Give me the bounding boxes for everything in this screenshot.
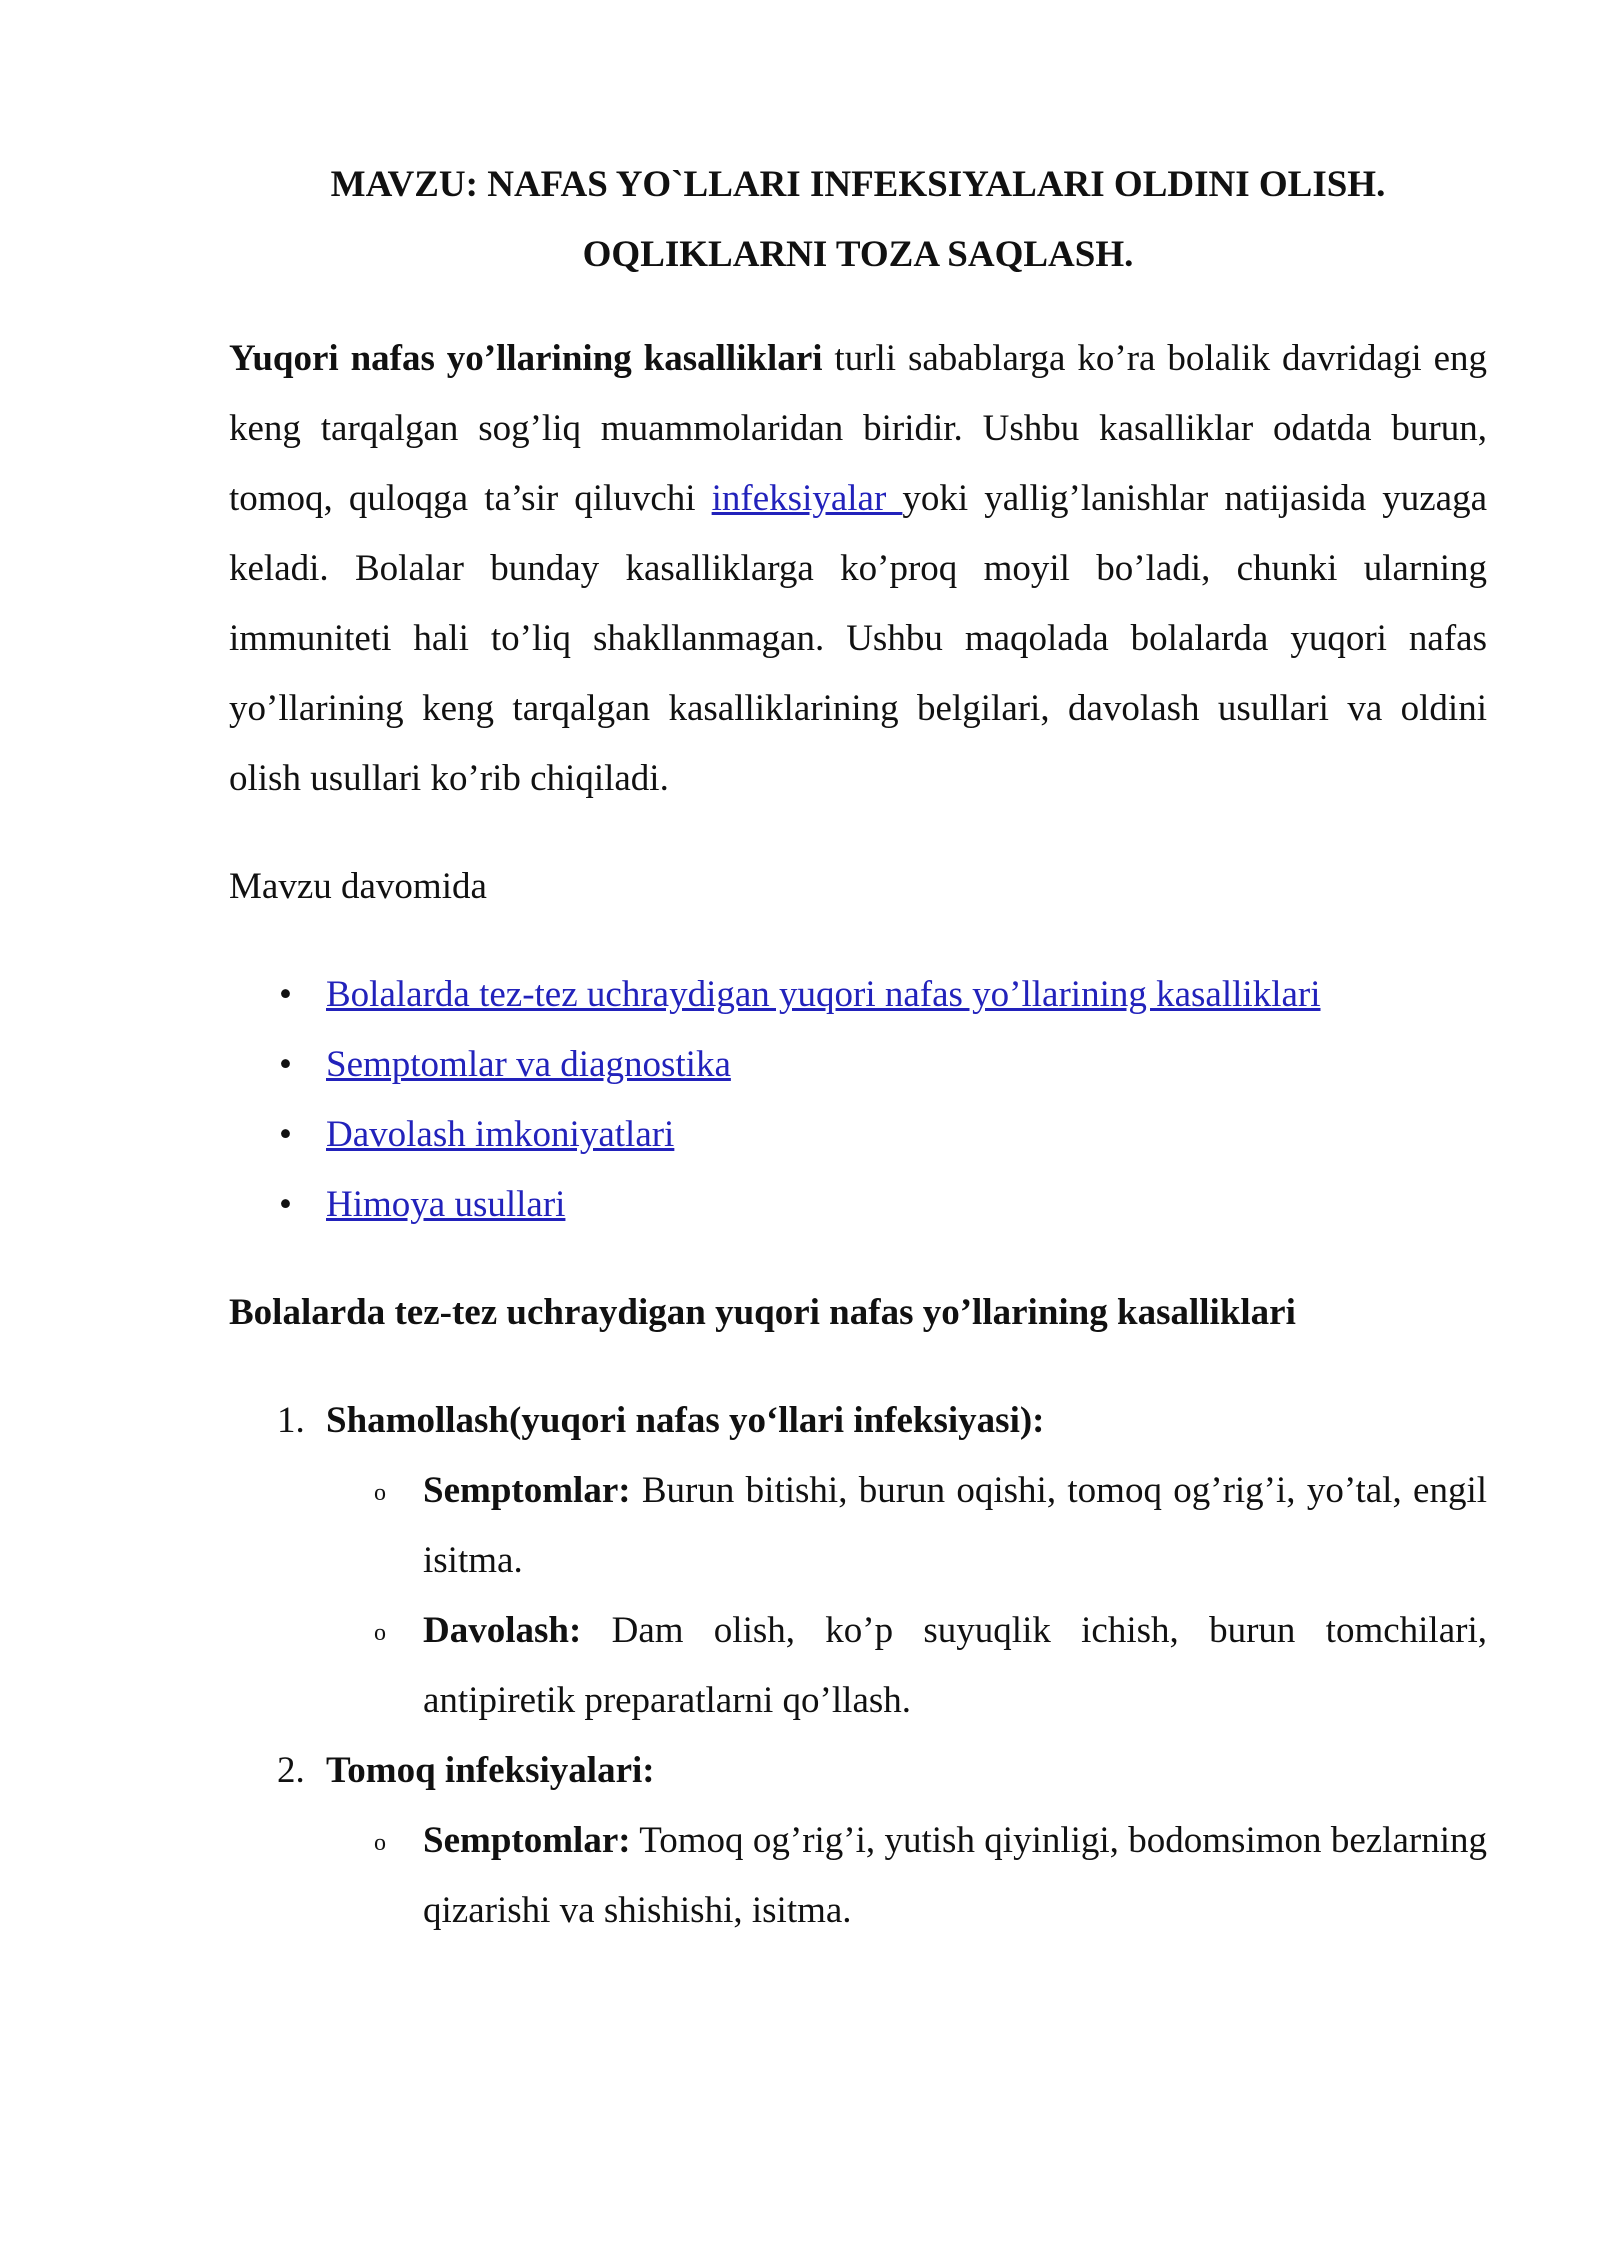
disease-item <box>229 1736 1487 1946</box>
detail-label: Davolash: <box>423 1610 582 1651</box>
intro-paragraph <box>229 324 1487 814</box>
infeksiyalar-link[interactable]: infeksiyalar <box>711 478 903 519</box>
disease-item <box>229 1386 1487 1736</box>
detail-item <box>326 1456 1487 1596</box>
bullet-icon: • <box>279 1044 292 1085</box>
bullet-icon: • <box>279 974 292 1015</box>
detail-label: Semptomlar: <box>423 1820 631 1861</box>
toc-item <box>229 1030 1487 1100</box>
section-heading: Bolalarda tez-tez uchraydigan yuqori nafas yo’llarining kasalliklari <box>229 1292 1296 1333</box>
toc-link-symptoms[interactable]: Semptomlar va diagnostika <box>326 1044 731 1085</box>
disease-title: Tomoq infeksiyalari: <box>326 1750 655 1791</box>
title-line-1: MAVZU: NAFAS YO`LLARI INFEKSIYALARI OLDINI OLISH. <box>330 164 1386 205</box>
intro-text-after-link: yoki yallig’lanishlar natijasida yuzaga keladi. Bolalar bunday kasalliklarga ko’proq moyil bo’ladi, chunki ularning immuniteti hali to’liq shakllanmagan. Ushbu maqolada bolalarda yuqori nafas yo’llarining keng tarqalgan kasalliklarining belgilari, davolash usullari va oldini olish usullari ko’rib chiqiladi. <box>229 478 1487 799</box>
detail-text: Burun bitishi, burun oqishi, tomoq og’rig’i, yo’tal, engil isitma. <box>423 1470 1487 1581</box>
detail-text: Dam olish, ko’p suyuqlik ichish, burun tomchilari, antipiretik preparatlarni qo’llash. <box>423 1610 1487 1721</box>
circle-bullet-icon: o <box>374 1830 386 1856</box>
diseases-list <box>229 1386 1487 1946</box>
document-title <box>229 150 1487 290</box>
bullet-icon: • <box>279 1184 292 1225</box>
table-of-contents <box>229 960 1487 1240</box>
toc-item <box>229 960 1487 1030</box>
intro-text-before-link: turli sabablarga ko’ra bolalik davridagi eng keng tarqalgan sog’liq muammolaridan biridir. Ushbu kasalliklar odatda burun, tomoq, quloqga ta’sir qiluvchi <box>229 338 1487 519</box>
toc-link-treatment[interactable]: Davolash imkoniyatlari <box>326 1114 675 1155</box>
title-line-2: OQLIKLARNI TOZA SAQLASH. <box>582 234 1134 275</box>
toc-link-prevention[interactable]: Himoya usullari <box>326 1184 566 1225</box>
toc-link-diseases[interactable]: Bolalarda tez-tez uchraydigan yuqori nafas yo’llarining kasalliklari <box>326 974 1321 1015</box>
intro-bold-lead: Yuqori nafas yo’llarining kasalliklari <box>229 338 823 379</box>
toc-item <box>229 1100 1487 1170</box>
circle-bullet-icon: o <box>374 1480 386 1506</box>
detail-label: Semptomlar: <box>423 1470 631 1511</box>
document-page <box>229 150 1487 1946</box>
detail-text: Tomoq og’rig’i, yutish qiyinligi, bodomsimon bezlarning qizarishi va shishishi, isitma. <box>423 1820 1487 1931</box>
disease-details <box>326 1806 1487 1946</box>
toc-intro: Mavzu davomida <box>229 866 487 907</box>
disease-details <box>326 1456 1487 1736</box>
bullet-icon: • <box>279 1114 292 1155</box>
circle-bullet-icon: o <box>374 1620 386 1646</box>
disease-title: Shamollash(yuqori nafas yo‘llari infeksiyasi): <box>326 1400 1045 1441</box>
list-number: 2. <box>277 1750 305 1791</box>
detail-item <box>326 1806 1487 1946</box>
toc-item <box>229 1170 1487 1240</box>
detail-item <box>326 1596 1487 1736</box>
list-number: 1. <box>277 1400 305 1441</box>
